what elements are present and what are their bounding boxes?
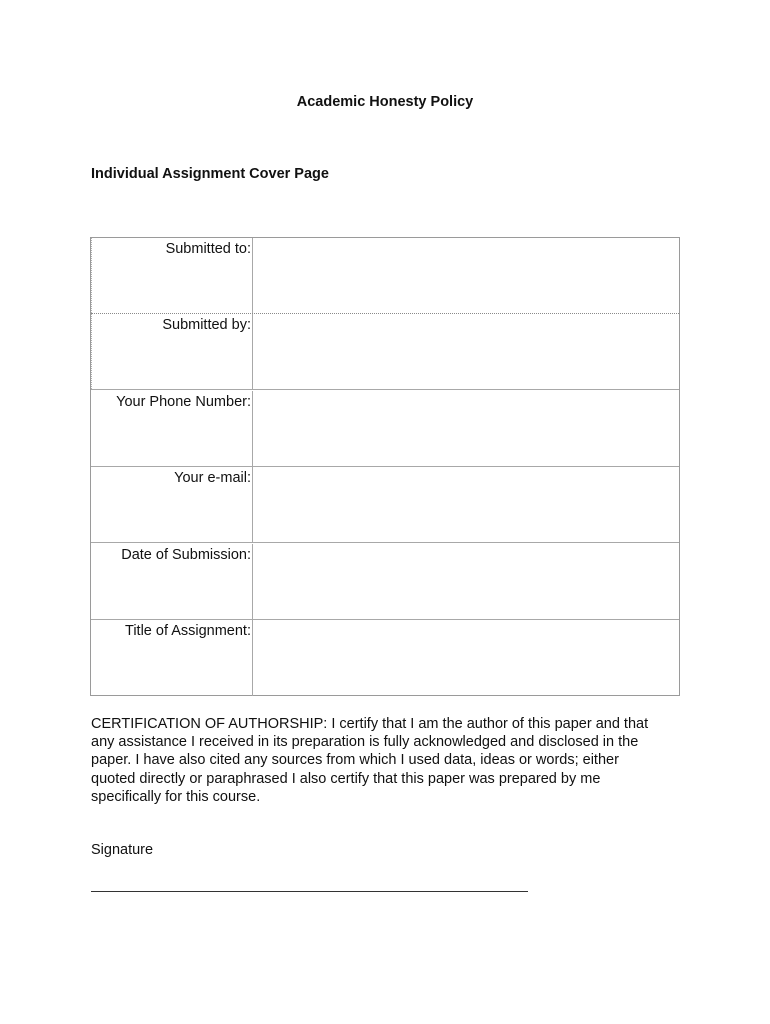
signature-label: Signature (91, 842, 154, 858)
certification-line: CERTIFICATION OF AUTHORSHIP: I certify that I am the author of this paper and that (91, 716, 649, 732)
form-row-submitted-to (91, 238, 679, 314)
title-of-assignment-label: Title of Assignment: (91, 620, 253, 696)
signature-line[interactable] (91, 891, 528, 892)
form-row-date-of-submission (91, 544, 679, 620)
cover-page-form-table (90, 237, 680, 696)
phone-number-field[interactable] (254, 391, 679, 466)
form-row-phone-number (91, 391, 679, 467)
email-field[interactable] (254, 467, 679, 542)
submitted-by-field[interactable] (254, 314, 679, 389)
certification-of-authorship (91, 715, 691, 806)
certification-line: quoted directly or paraphrased I also certify that this paper was prepared by me (91, 770, 601, 787)
submitted-to-label: Submitted to: (91, 238, 253, 313)
form-row-title-of-assignment (91, 620, 679, 696)
certification-line: specifically for this course. (91, 788, 261, 805)
certification-line: paper. I have also cited any sources from which I used data, ideas or words; either (91, 752, 619, 769)
email-label: Your e-mail: (91, 467, 253, 542)
form-row-email (91, 467, 679, 543)
page-title: Academic Honesty Policy (296, 94, 474, 110)
submitted-by-label: Submitted by: (91, 314, 253, 389)
form-row-submitted-by (91, 314, 679, 390)
phone-number-label: Your Phone Number: (91, 391, 253, 466)
certification-line: any assistance I received in its preparation is fully acknowledged and disclosed in the (91, 734, 639, 751)
submitted-to-field[interactable] (254, 238, 679, 313)
cover-page-heading: Individual Assignment Cover Page (91, 166, 329, 182)
date-of-submission-label: Date of Submission: (91, 544, 253, 619)
title-of-assignment-field[interactable] (254, 620, 679, 696)
date-of-submission-field[interactable] (254, 544, 679, 619)
